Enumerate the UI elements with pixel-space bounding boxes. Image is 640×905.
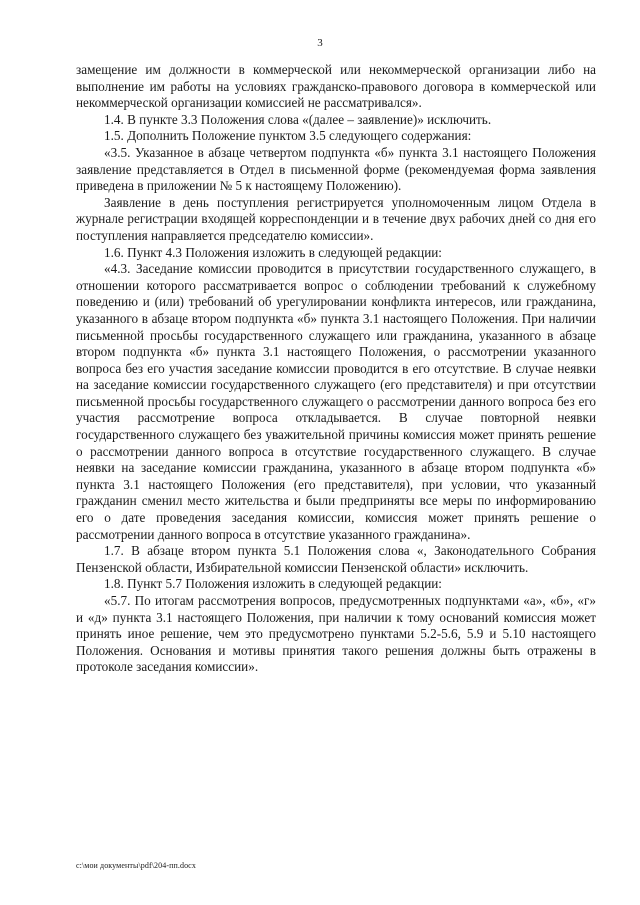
paragraph-item-1-6: 1.6. Пункт 4.3 Положения изложить в следующей редакции: [104, 244, 442, 260]
paragraph-item-1-5: 1.5. Дополнить Положение пунктом 3.5 следующего содержания: [104, 128, 472, 144]
paragraph-clause-4-3: «4.3. Заседание комиссии проводится в присутствии государственного служащего, в отношении которого рассматривается вопрос о соблюдении требований к служебному поведению и (или) требований об урегулировании конфликта интересов, или гражданина, указанного в абзаце втором подпункта «б» пункта 3.1 настоящего Положения. При наличии письменной просьбы государственного служащего или гражданина, указанного в абзаце втором подпункта «б» пункта 3.1 настоящего Положения, о рассмотрении указанного вопроса без его участия заседание комиссии проводится в его отсутствие. В случае неявки на заседание комиссии государственного служащего (его представителя) и при отсутствии письменной просьбы государственного служащего о рассмотрении данного вопроса без его участия рассмотрение вопроса откладывается. В случае повторной неявки государственного служащего без уважительной причины комиссия может принять решение о рассмотрении данного вопроса в отсутствие государственного служащего. В случае неявки на заседание комиссии гражданина, указанного в абзаце втором подпункта «б» пункта 3.1 настоящего Положения (его представителя), при условии, что указанный гражданин сменил место жительства и были предприняты все меры по информированию его о дате проведения заседания комиссии, комиссия может принять решение о рассмотрении данного вопроса в отсутствие указанного гражданина». [76, 261, 596, 542]
footer-file-path: c:\мои документы\pdf\204-пп.docx [76, 861, 196, 870]
paragraph-continuation: замещение им должности в коммерческой или некоммерческой организации либо на выполнение им работы на условиях гражданско-правового договора в коммерческой или некоммерческой организации комиссией не рассматривался». [76, 62, 596, 111]
paragraph-clause-3-5: «3.5. Указанное в абзаце четвертом подпункта «б» пункта 3.1 настоящего Положения заявление представляется в Отдел в письменной форме (рекомендуемая форма заявления приведена в приложении № 5 к настоящему Положению). [76, 144, 596, 194]
paragraph-clause-5-7: «5.7. По итогам рассмотрения вопросов, предусмотренных подпунктами «а», «б», «г» и «д» пункта 3.1 настоящего Положения, при наличии к тому оснований комиссия может принять иное решение, чем это предусмотрено пунктами 5.2-5.6, 5.9 и 5.10 настоящего Положения. Основания и мотивы принятия такого решения должны быть отражены в протоколе заседания комиссии». [76, 593, 596, 675]
paragraph-item-1-8: 1.8. Пункт 5.7 Положения изложить в следующей редакции: [104, 576, 442, 592]
paragraph-registration: Заявление в день поступления регистрируется уполномоченным лицом Отдела в журнале регистрации входящей корреспонденции и в течение двух рабочих дней со дня его поступления направляется председателю комиссии». [76, 194, 596, 243]
document-body [76, 62, 596, 676]
page-number: 3 [317, 37, 323, 49]
paragraph-item-1-4: 1.4. В пункте 3.3 Положения слова «(далее – заявление)» исключить. [104, 111, 492, 127]
paragraph-item-1-7: 1.7. В абзаце втором пункта 5.1 Положения слова «, Законодательного Собрания Пензенской области, Избирательной комиссии Пензенской области» исключить. [76, 543, 596, 575]
